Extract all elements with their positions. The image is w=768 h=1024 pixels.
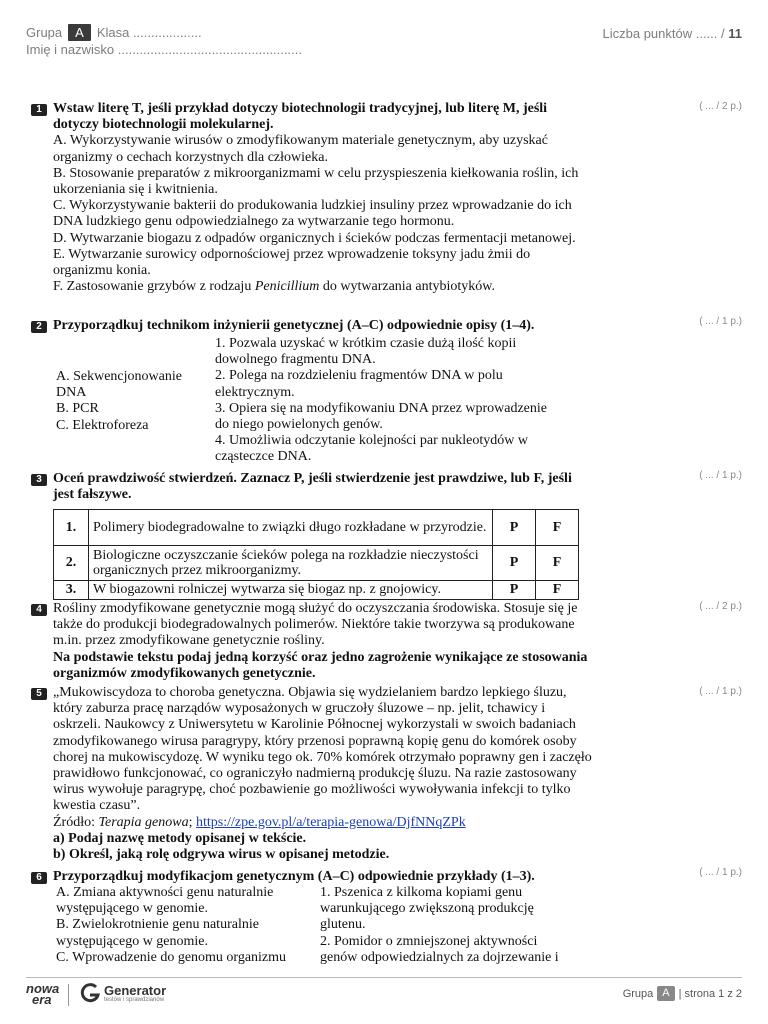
generator-logo-subtitle: testów i sprawdzianów (104, 997, 165, 1003)
list-item: C. Elektroforeza (56, 417, 149, 433)
list-item: 1. Pszenica z kilkoma kopiami genu warunkującego zwiększoną produkcję glutenu. (320, 885, 534, 933)
header-left (26, 24, 302, 57)
list-item: 2. Polega na rozdzieleniu fragmentów DNA w polu elektrycznym. (215, 368, 503, 400)
points-total: 11 (728, 26, 742, 41)
question-number: 2 (31, 321, 47, 333)
footer-page-info (623, 986, 742, 1001)
examples-column (320, 885, 578, 966)
list-item: C. Wprowadzenie do genomu organizmu (56, 949, 287, 965)
question-number: 3 (31, 474, 47, 486)
table-row (54, 581, 579, 600)
list-item: A. Sekwencjonowanie DNA (56, 369, 182, 401)
question-number: 1 (31, 104, 47, 116)
question-text: Rośliny zmodyfikowane genetycznie mogą służyć do oczyszczania środowiska. Stosuje się je także do produkcji biodegradowalnych polimerów. Niektóre takie tworzywa są produkowane m.in. przez zmodyfikowane genetycznie rośliny. (53, 601, 578, 649)
points-box: ( ... / 1 p.) (699, 686, 742, 697)
points-box: ( ... / 1 p.) (699, 316, 742, 327)
footer-divider (26, 977, 742, 978)
group-badge: A (68, 24, 91, 41)
question-6 (33, 869, 593, 885)
source-link[interactable]: https://zpe.gov.pl/a/terapia-genowa/DjfNNqZPk (196, 814, 466, 830)
generator-logo-icon (79, 982, 101, 1004)
list-item: D. Wytwarzanie biogazu z odpadów organicznych i ścieków podczas fermentacji metanowej. (53, 230, 576, 246)
answer-true[interactable]: P (493, 581, 536, 600)
list-item: B. Stosowanie preparatów z mikroorganizmami w celu przyspieszenia kiełkowania roślin, ich ukorzeniania się i kwitnienia. (53, 165, 579, 198)
question-instruction: Przyporządkuj technikom inżynierii genetycznej (A–C) odpowiednie opisy (1–4). (53, 318, 535, 333)
list-item: 4. Umożliwia odczytanie kolejności par nukleotydów w cząsteczce DNA. (215, 433, 528, 465)
list-item: C. Wykorzystywanie bakterii do produkowania ludzkiej insuliny przez wprowadzanie do ich DNA ludzkiego genu odpowiedzialnego za wytwarzanie tego hormonu. (53, 198, 572, 230)
answer-true[interactable]: P (493, 510, 536, 546)
list-item: 3. Opiera się na modyfikowaniu DNA przez wprowadzenie do niego powielonych genów. (215, 400, 548, 433)
class-label: Klasa ................... (96, 25, 202, 40)
row-number: 3. (54, 581, 89, 600)
footer-group-badge: A (657, 986, 674, 1001)
answer-true[interactable]: P (493, 546, 536, 581)
modifications-column (56, 885, 306, 966)
name-label: Imię i nazwisko ................................................... (26, 42, 302, 57)
group-label: Grupa (26, 25, 63, 40)
question-4 (33, 601, 593, 682)
table-row (54, 510, 579, 546)
page-number: | strona 1 z 2 (678, 987, 742, 1000)
descriptions-column (215, 336, 555, 466)
points-box: ( ... / 1 p.) (699, 470, 742, 481)
table-row (54, 546, 579, 581)
footer-group-label: Grupa (622, 987, 654, 1000)
list-item: B. PCR (56, 401, 99, 417)
question-2 (33, 318, 593, 334)
question-number: 5 (31, 688, 47, 700)
statement-text: Biologiczne oczyszczanie ścieków polega na rozkładzie nieczystości organicznych przez mikroorganizmy. (89, 546, 493, 581)
task-b: b) Określ, jaką rolę odgrywa wirus w opisanej metodzie. (53, 847, 390, 863)
list-item: A. Wykorzystywanie wirusów o zmodyfikowanym materiale genetycznym, aby uzyskać organizmy o cechach korzystnych dla człowieka. (53, 133, 548, 165)
question-1 (33, 101, 593, 295)
points-box: ( ... / 1 p.) (699, 867, 742, 878)
task-a: a) Podaj nazwę metody opisanej w tekście. (53, 830, 307, 846)
row-number: 1. (54, 510, 89, 546)
statement-text: Polimery biodegradowalne to związki długo rozkładane w przyrodzie. (89, 510, 493, 546)
points-summary (603, 26, 743, 41)
quote-text: „Mukowiscydoza to choroba genetyczna. Objawia się wydzielaniem bardzo lepkiego śluzu, który zaburza pracę narządów wyposażonych w gruczoły śluzowe – np. jelit, tchawicy i oskrzeli. Naukowcy z Uniwersytetu w Karolinie Północnej wykorzystali w swoich badaniach zmodyfikowanego wirusa paragrypy, który przenosi poprawną kopię genu do komórek osoby chorej na mukowiscydozę. W wyniku tego ok. 70% komórek otrzymało poprawny gen i zaczęło prawidłowo funkcjonować, co ograniczyło nadmierną produkcję śluzu. Na razie zastosowany wirus wywołuje paragrypę, choć pozbawienie go możliwości wywoływania infekcji to tylko kwestia czasu”. (53, 685, 592, 814)
true-false-table (53, 509, 579, 600)
list-item: E. Wytwarzanie surowicy odpornościowej przez wprowadzenie toksyny jadu żmii do organizmu konia. (53, 246, 531, 279)
question-5 (33, 685, 593, 863)
question-instruction: Przyporządkuj modyfikacjom genetycznym (A–C) odpowiednie przykłady (1–3). (53, 869, 535, 884)
generator-logo-text: Generator (104, 983, 167, 998)
techniques-column (56, 369, 196, 434)
question-3 (33, 471, 593, 503)
list-item: 1. Pozwala uzyskać w krótkim czasie dużą ilość kopii dowolnego fragmentu DNA. (215, 336, 517, 368)
question-instruction: Oceń prawdziwość stwierdzeń. Zaznacz P, jeśli stwierdzenie jest prawdziwe, lub F, jeśli jest fałszywe. (53, 471, 572, 503)
question-instruction: Wstaw literę T, jeśli przykład dotyczy biotechnologii tradycyjnej, lub literę M, jeśli dotyczy biotechnologii molekularnej. (53, 101, 548, 133)
list-item: A. Zmiana aktywności genu naturalnie występującego w genomie. (56, 885, 274, 917)
list-item: F. Zastosowanie grzybów z rodzaju Penicillium do wytwarzania antybiotyków. (53, 279, 495, 295)
row-number: 2. (54, 546, 89, 581)
source-title: Terapia genowa (98, 814, 189, 830)
list-item: 2. Pomidor o zmniejszonej aktywności genów odpowiedzialnych za dojrzewanie i (320, 933, 559, 965)
list-item: B. Zwielokrotnienie genu naturalnie występującego w genomie. (56, 917, 259, 949)
question-instruction: Na podstawie tekstu podaj jedną korzyść oraz jedno zagrożenie wynikające ze stosowania organizmów zmodyfikowanych genetycznie. (53, 649, 588, 681)
question-number: 4 (31, 604, 47, 616)
question-number: 6 (31, 872, 47, 884)
answer-false[interactable]: F (536, 581, 579, 600)
answer-false[interactable]: F (536, 510, 579, 546)
points-label: Liczba punktów ...... / (602, 26, 725, 41)
points-box: ( ... / 2 p.) (699, 101, 742, 112)
statement-text: W biogazowni rolniczej wytwarza się biogaz np. z gnojowicy. (89, 581, 493, 600)
points-box: ( ... / 2 p.) (699, 601, 742, 612)
source-line: Źródło: Terapia genowa; https://zpe.gov.pl/a/terapia-genowa/DjfNNqZPk (53, 814, 466, 830)
answer-false[interactable]: F (536, 546, 579, 581)
footer-separator (68, 984, 69, 1006)
nowa-era-logo: nowa era (26, 981, 60, 1007)
